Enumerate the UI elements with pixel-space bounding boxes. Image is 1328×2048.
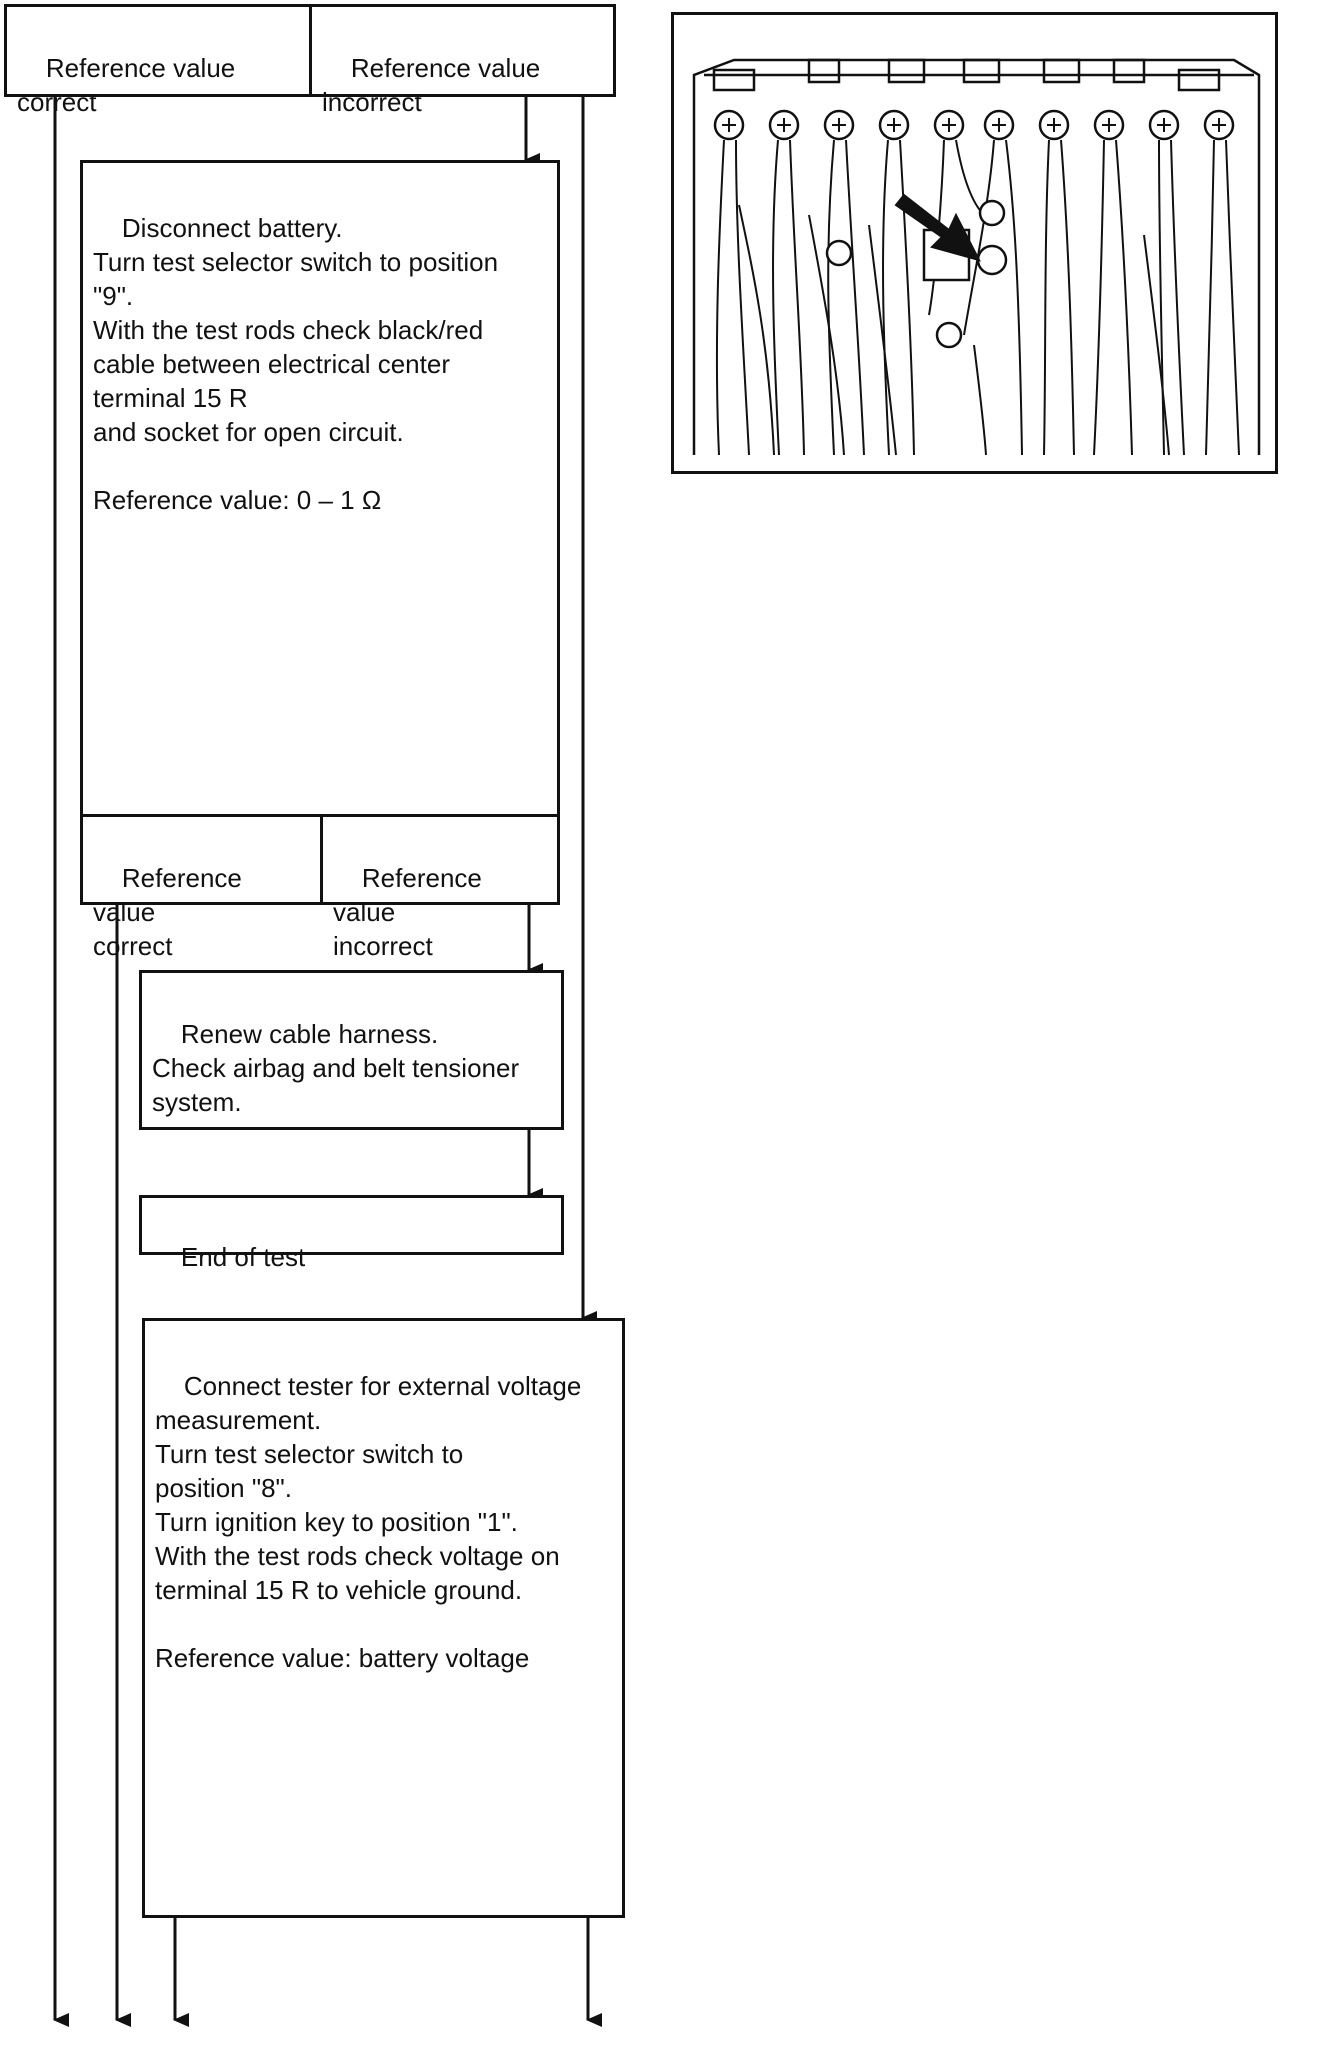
top-correct-cell bbox=[4, 4, 312, 117]
tab-4 bbox=[1044, 60, 1079, 82]
tab-5 bbox=[1114, 60, 1144, 82]
step2-text: Connect tester for external voltage measurement. Turn test selector switch to position "8". Turn ignition key to position "1". With the test rods check voltage on terminal 15 R to vehicle ground. Reference value: battery voltage bbox=[155, 1371, 582, 1673]
tab-2 bbox=[889, 60, 924, 82]
tab-7 bbox=[714, 70, 754, 90]
renew-box bbox=[139, 970, 564, 1130]
renew-text: Renew cable harness. Check airbag and belt tensioner system. bbox=[152, 1019, 520, 1117]
top-correct-label: Reference value correct bbox=[17, 53, 236, 117]
step1-text: Disconnect battery. Turn test selector switch to position "9". With the test rods check black/red cable between electrical center terminal 15 R and socket for open circuit. Reference value: 0 – 1 Ω bbox=[93, 213, 499, 515]
end-box bbox=[139, 1195, 564, 1272]
terminal-block-drawing bbox=[674, 15, 1275, 471]
top-terminals bbox=[715, 111, 1233, 139]
step1-box bbox=[80, 160, 560, 817]
step1-incorrect-cell bbox=[323, 814, 560, 961]
step1-correct-label: Reference value correct bbox=[93, 863, 242, 961]
wire-bundle bbox=[717, 140, 1239, 455]
step1-correct-cell bbox=[80, 814, 323, 961]
step2-box bbox=[142, 1318, 625, 1918]
electrical-center-illustration bbox=[671, 12, 1278, 474]
tab-3 bbox=[964, 60, 999, 82]
top-incorrect-cell bbox=[312, 4, 616, 117]
tab-6 bbox=[1179, 70, 1219, 90]
tab-1 bbox=[809, 60, 839, 82]
step1-incorrect-label: Reference value incorrect bbox=[333, 863, 482, 961]
end-text: End of test bbox=[180, 1242, 306, 1272]
terminal-15r bbox=[978, 246, 1006, 274]
top-incorrect-label: Reference value incorrect bbox=[322, 53, 541, 117]
